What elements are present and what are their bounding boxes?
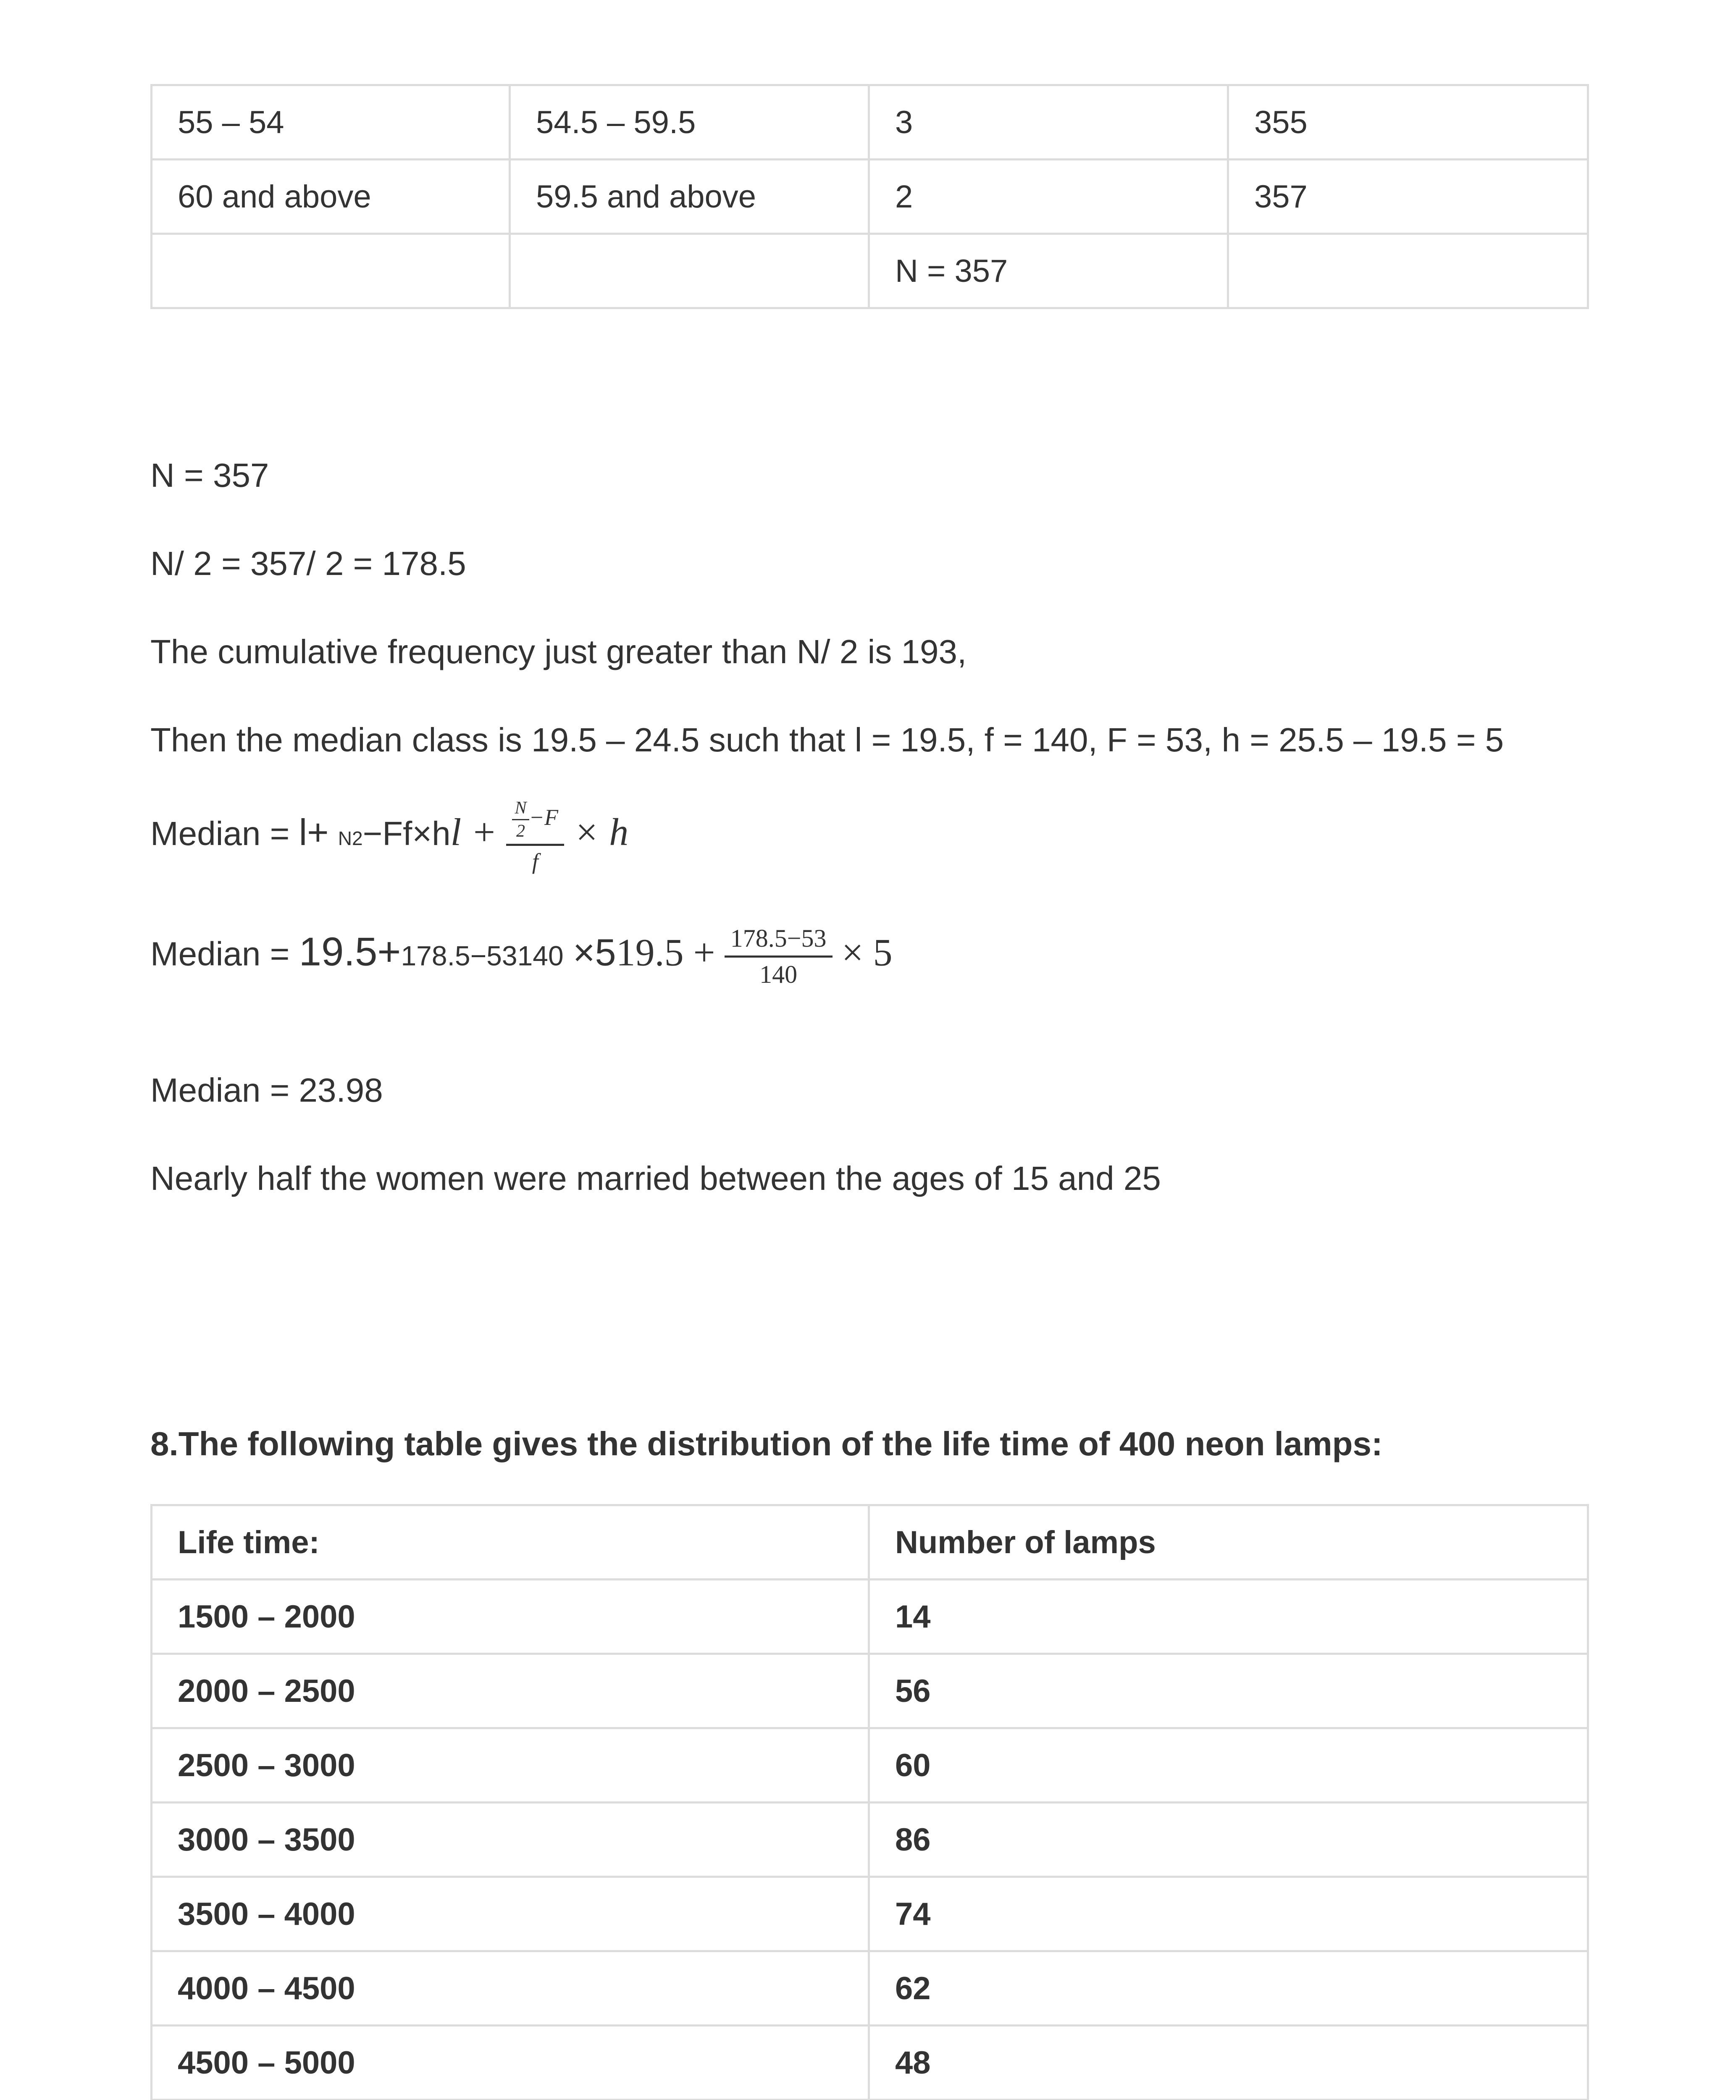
table-cell: 62 — [869, 1951, 1588, 2026]
fraction-n: N — [512, 798, 529, 820]
table-cell: 1500 – 2000 — [152, 1580, 869, 1654]
table-cell: 59.5 and above — [510, 160, 869, 234]
table-row — [152, 160, 1588, 234]
table-cell: 14 — [869, 1580, 1588, 1654]
formula-prefix: Median = — [150, 815, 299, 853]
column-header: Life time: — [152, 1505, 869, 1580]
table-cell: 60 — [869, 1728, 1588, 1803]
table-cell: 2000 – 2500 — [152, 1654, 869, 1728]
table-header-row — [152, 1505, 1588, 1580]
table-cell: N = 357 — [869, 234, 1228, 308]
table-cell — [510, 234, 869, 308]
table-cell: 2 — [869, 160, 1228, 234]
table-row — [152, 1728, 1588, 1803]
formula-garbled-rest: ×5 — [573, 932, 616, 974]
fraction-numerator: 178.5−53 — [725, 924, 833, 958]
formula-tail: × h — [573, 811, 629, 854]
table-cell — [152, 234, 510, 308]
table-row — [152, 1803, 1588, 1877]
table-cell: 357 — [1228, 160, 1588, 234]
cumulative-frequency-table — [150, 84, 1589, 309]
table-cell: 86 — [869, 1803, 1588, 1877]
formula-fraction — [506, 798, 564, 874]
table-cell: 3000 – 3500 — [152, 1803, 869, 1877]
table-row — [152, 234, 1588, 308]
formula-tail: × 5 — [841, 931, 893, 974]
table-cell: 3 — [869, 85, 1228, 160]
median-class-line: Then the median class is 19.5 – 24.5 such that l = 19.5, f = 140, F = 53, h = 25.5 – 19.5 = 5 — [150, 721, 1504, 759]
neon-lamps-table — [150, 1504, 1589, 2100]
formula-prefix: Median = — [150, 935, 299, 973]
table-cell: 355 — [1228, 85, 1588, 160]
formula-garbled-sub: N2 — [338, 827, 363, 850]
question-8-heading: 8.The following table gives the distribution of the life time of 400 neon lamps: — [150, 1425, 1383, 1462]
fraction-denominator: f — [532, 849, 538, 874]
table-row — [152, 1951, 1588, 2026]
fraction-minus-f: −F — [529, 804, 558, 830]
table-cell: 60 and above — [152, 160, 510, 234]
median-formula — [150, 798, 628, 874]
table-cell — [1228, 234, 1588, 308]
table-row — [152, 1877, 1588, 1951]
formula-garbled-l: l+ — [299, 811, 329, 853]
table-cell: 74 — [869, 1877, 1588, 1951]
table-cell: 4000 – 4500 — [152, 1951, 869, 2026]
table-cell: 55 – 54 — [152, 85, 510, 160]
n-value-line: N = 357 — [150, 457, 269, 494]
formula-latex-l: l + — [450, 811, 497, 854]
table-cell: 4500 – 5000 — [152, 2026, 869, 2100]
conclusion-text: Nearly half the women were married between the ages of 15 and 25 — [150, 1160, 1161, 1197]
table-row — [152, 1580, 1588, 1654]
table-row — [152, 1654, 1588, 1728]
fraction-denominator: 140 — [759, 961, 798, 988]
formula-garbled-rest: −Ff×h — [362, 815, 451, 853]
table-row — [152, 2026, 1588, 2100]
column-header: Number of lamps — [869, 1505, 1588, 1580]
median-substituted-formula — [150, 924, 893, 989]
table-cell: 56 — [869, 1654, 1588, 1728]
formula-latex-l: 19.5 + — [616, 931, 715, 974]
formula-fraction — [725, 924, 833, 989]
table-cell: 2500 – 3000 — [152, 1728, 869, 1803]
median-result: Median = 23.98 — [150, 1071, 383, 1109]
fraction-2: 2 — [516, 822, 525, 841]
formula-garbled-mid: 178.5−53140 — [401, 940, 564, 971]
table-cell: 48 — [869, 2026, 1588, 2100]
table-cell: 3500 – 4000 — [152, 1877, 869, 1951]
cumulative-frequency-line: The cumulative frequency just greater than N/ 2 is 193, — [150, 633, 967, 670]
formula-garbled-value: 19.5+ — [299, 929, 401, 974]
half-n-line: N/ 2 = 357/ 2 = 178.5 — [150, 545, 466, 582]
table-cell: 54.5 – 59.5 — [510, 85, 869, 160]
table-row — [152, 85, 1588, 160]
